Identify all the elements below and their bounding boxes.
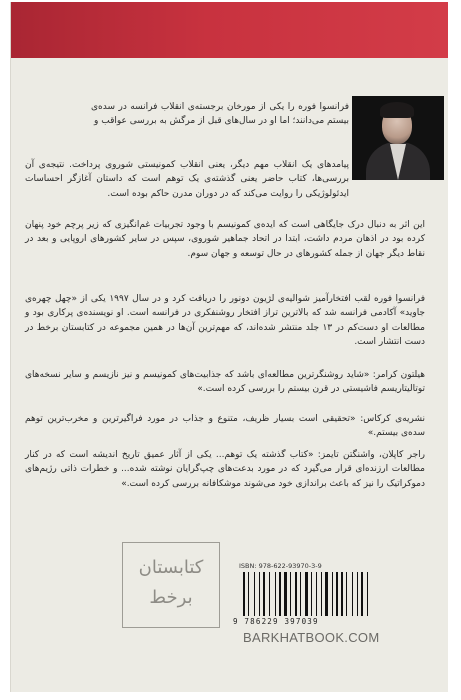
red-header-band (11, 2, 448, 58)
publisher-logo-line1: کتابستان (138, 557, 204, 578)
paragraph-idea-of-communism: این اثر به دنبال درک جایگاهی است که ایده‌ی کمونیسم با وجود تجربیات غم‌انگیزی که زیر پرچم خود پنهان کرده بود در اذهان مردم داشت، ابتدا در اتحاد جماهیر شوروی، سپس در سایر کشورهای اروپایی و بعد در نقاط دیگر جهان از جمله کشورهای در حال توسعه و جهان سوم. (25, 220, 425, 259)
author-photo (352, 96, 444, 180)
isbn-label: ISBN: 978-622-93970-3-9 (239, 562, 322, 570)
barcode (243, 572, 373, 616)
back-cover (10, 2, 448, 692)
barcode-digits: 9 786229 397039 (233, 617, 319, 626)
paragraph-intro: فرانسوا فوره را یکی از مورخان برجسته‌ی انقلاب فرانسه در سده‌ی بیستم می‌دانند؛ اما او در سال‌های قبل از مرگش به بررسی عواقب و (91, 102, 349, 127)
publisher-logo-line2: برخط (149, 587, 193, 608)
quote-kirkus: نشریه‌ی کرکاس: «تحقیقی است بسیار ظریف، متنوع و جذاب در مورد فراگیرترین و مخرب‌ترین توهم سده‌ی بیستم.» (25, 414, 425, 439)
quote-washington-times: راجر کاپلان، واشنگتن تایمز: «کتاب گذشته یک توهم... یکی از آثار عمیق تاریخ اندیشه است که در کنار مطالعات ارزنده‌ای قرار می‌گیرد که در مورد بدعت‌های چپ‌گرایان نوشته شده... و خطرات ذاتی رژیم‌های دموکراتیک را نیز که باعث برانداز‌ی خود می‌شوند موشکافانه بررسی کرده است.» (25, 450, 425, 489)
publisher-logo (122, 542, 220, 628)
paragraph-author-bio: فرانسوا فوره لقب افتخارآمیز شوالیه‌ی لژیون دونور را دریافت کرد و در سال ۱۹۹۷ یکی از «چهل چهره‌ی جاوید» آکادمی فرانسه شد که بالاترین تراز افتخار روشنفکری در فرانسه است. او نویسنده‌ی پرکاری بود و مطالعات او دست‌کم در ۱۳ جلد منتشر شده‌اند، که مهم‌ترین آن‌ها در همین مجموعه در کتابستان برخط در دست انتشار است. (25, 294, 425, 348)
paragraph-intro-continued: پیامدهای یک انقلاب مهم دیگر، یعنی انقلاب کمونیستی شوروی پرداخت. نتیجه‌ی آن بررسی‌ها، کتاب حاضر یعنی گذشته‌ی یک توهم است که داستان آغازگر احساسات ایدئولوژیکی را روایت می‌کند که در دوران مدرن حاکم بوده است. (25, 160, 349, 199)
publisher-website: BARKHATBOOK.COM (243, 630, 380, 645)
quote-hilton-kramer: هیلتون کرامر: «شاید روشنگرترین مطالعه‌ای باشد که جذابیت‌های کمونیسم و نیز نازیسم و سایر نسخه‌های توتالیتاریسم فاشیستی در قرن بیستم را بررسی کرده است.» (25, 370, 425, 395)
